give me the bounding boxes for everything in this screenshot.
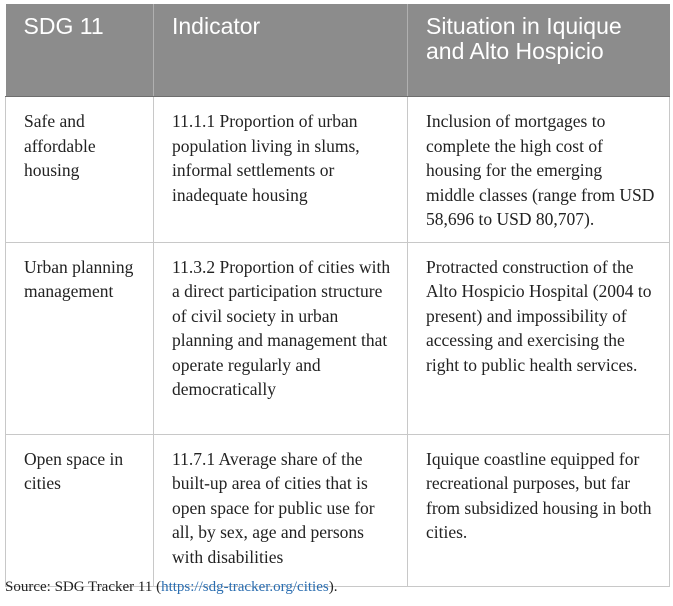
cell-situation: Iquique coastline equipped for recreational purposes, but far from subsidized housing in both cities. — [408, 434, 670, 586]
cell-indicator: 11.7.1 Average share of the built-up area of cities that is open space for public use for all, by sex, age and persons with disabilities — [154, 434, 408, 586]
cell-indicator: 11.1.1 Proportion of urban population living in slums, informal settlements or inadequate housing — [154, 97, 408, 243]
cell-sdg: Urban planning management — [6, 242, 154, 434]
table-row — [6, 434, 670, 586]
caption-suffix: ). — [328, 579, 338, 595]
cell-situation: Inclusion of mortgages to complete the high cost of housing for the emerging middle classes (range from USD 58,696 to USD 80,707). — [408, 97, 670, 243]
sdg-table — [5, 4, 670, 587]
cell-sdg: Safe and affordable housing — [6, 97, 154, 243]
cell-indicator: 11.3.2 Proportion of cities with a direct participation structure of civil society in urban planning and management that operate regularly and democratically — [154, 242, 408, 434]
table-header-row — [6, 4, 670, 97]
cell-situation: Protracted construction of the Alto Hospicio Hospital (2004 to present) and impossibility of accessing and exercising the right to public health services. — [408, 242, 670, 434]
cell-sdg: Open space in cities — [6, 434, 154, 586]
column-header-indicator: Indicator — [154, 4, 408, 97]
table-row — [6, 97, 670, 243]
column-header-situation: Situation in Iquique and Alto Hospicio — [408, 4, 670, 97]
source-link[interactable]: https://sdg-tracker.org/cities — [161, 579, 329, 595]
table-source-caption — [5, 579, 337, 596]
table-row — [6, 242, 670, 434]
sdg-table-container — [5, 4, 669, 587]
column-header-sdg: SDG 11 — [6, 4, 154, 97]
caption-prefix: Source: SDG Tracker 11 ( — [5, 579, 162, 595]
